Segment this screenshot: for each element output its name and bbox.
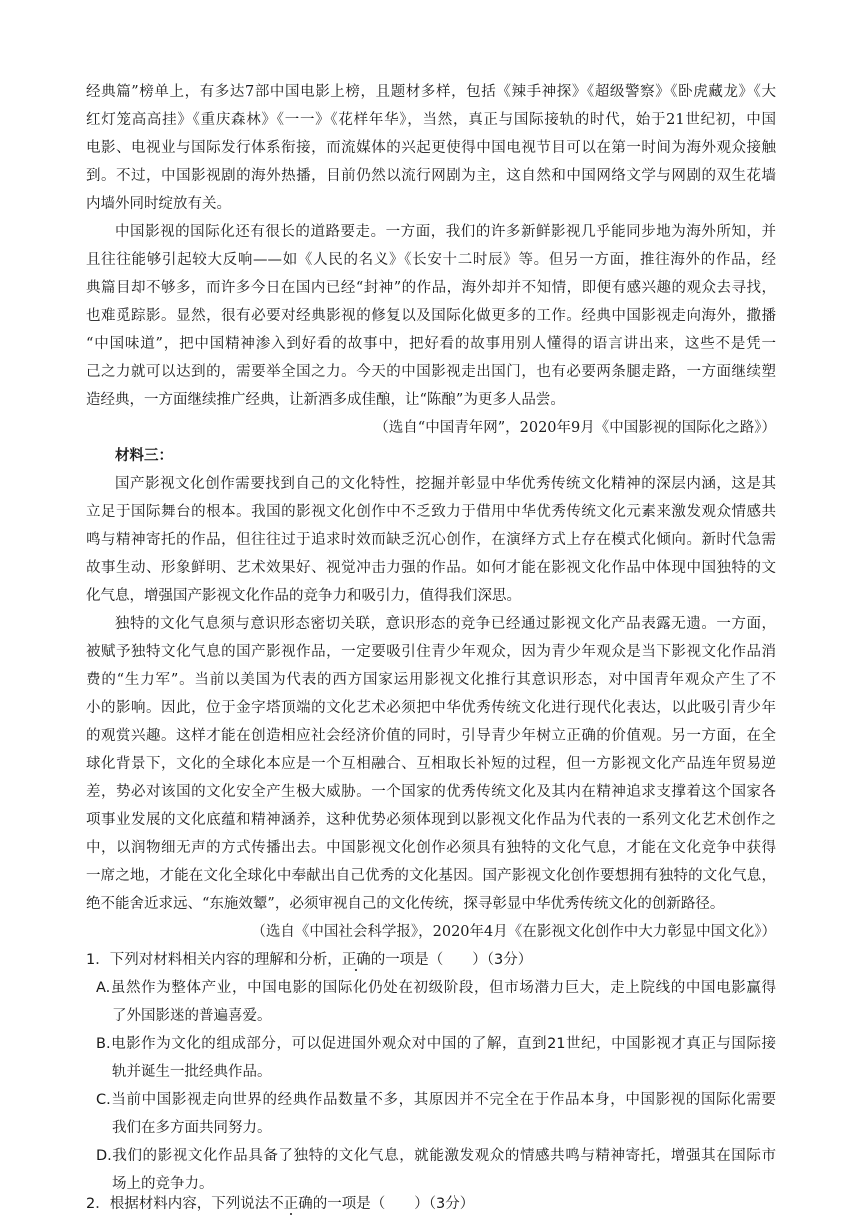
option-b[interactable]: B.电影作为文化的组成部分，可以促进国外观众对中国的了解，直到21世纪，中国影视才真正与国际接 <box>96 1036 776 1052</box>
passage-line: 己之力就可以达到的，需要举全国之力。今天的中国影视走出国门，也有必要两条腿走路，一方面继续塑 <box>86 364 776 380</box>
question-stem-text: 的一项是（ ）（3分） <box>370 952 533 968</box>
passage-line: 绝不能舍近求远、“东施效颦”，必须审视自己的文化传统，探寻彰显中华优秀传统文化的创新路径。 <box>86 896 725 912</box>
option-a[interactable]: A.虽然作为整体产业，中国电影的国际化仍处在初级阶段，但市场潜力巨大，走上院线的中国电影赢得 <box>96 980 776 996</box>
passage-line: 内墙外同时绽放有关。 <box>86 196 231 212</box>
passage-line: 一席之地，才能在文化全球化中奉献出自己优秀的文化基因。国产影视文化创作要想拥有独特的文化气息， <box>86 868 776 884</box>
passage-line: 且往往能够引起较大反响——如《人民的名义》《长安十二时辰》等。但另一方面，推往海外的作品，经 <box>86 252 776 268</box>
question-stem-text: 1．下列对材料相关内容的理解和分析， <box>86 952 342 968</box>
source-citation: （选自“中国青年网”，2020年9月《中国影视的国际化之路》） <box>374 420 776 436</box>
passage-line: 小的影响。因此，位于金字塔顶端的文化艺术必须把中华优秀传统文化进行现代化表达，以此吸引青少年 <box>86 700 776 716</box>
passage-line: 鸣与精神寄托的作品，但往往过于追求时效而缺乏沉心创作，在演绎方式上存在模式化倾向。新时代急需 <box>86 532 776 548</box>
passage-line: 到。不过，中国影视剧的海外热播，目前仍然以流行网剧为主，这自然和中国网络文学与网剧的双生花墙 <box>86 168 776 184</box>
source-citation: （选自《中国社会科学报》，2020年4月《在影视文化创作中大力彰显中国文化》） <box>251 924 776 940</box>
passage-line: “中国味道”，把中国精神渗入到好看的故事中，把好看的故事用别人懂得的语言讲出来，这些不是凭一 <box>86 336 776 352</box>
passage-line: 也难觅踪影。显然，很有必要对经典影视的修复以及国际化做更多的工作。经典中国影视走向海外，撒播 <box>86 308 776 324</box>
passage-line: 造经典，一方面继续推广经典，让新酒多成佳酿，让“陈酿”为更多人品尝。 <box>86 392 565 408</box>
passage-line: 独特的文化气息须与意识形态密切关联，意识形态的竞争已经通过影视文化产品表露无遗。一方面， <box>115 616 776 632</box>
passage-line: 经典篇”榜单上，有多达7部中国电影上榜，且题材多样，包括《辣手神探》《超级警察》《卧虎藏龙》《大 <box>86 84 776 100</box>
passage-line: 立足于国际舞台的根本。我国的影视文化创作中不乏致力于借用中华优秀传统文化元素来激发观众情感共 <box>86 504 776 520</box>
option-a-continued: 了外国影迷的普遍喜爱。 <box>112 1008 272 1024</box>
passage-line: 费的“生力军”。当前以美国为代表的西方国家运用影视文化推行其意识形态，对中国青年观众产生了不 <box>86 672 776 688</box>
option-d-continued: 场上的竞争力。 <box>112 1176 214 1192</box>
passage-line: 中国影视的国际化还有很长的道路要走。一方面，我们的许多新鲜影视几乎能同步地为海外所知，并 <box>115 224 776 240</box>
passage-line: 典篇目却不够多，而许多今日在国内已经“封神”的作品，海外却并不知情，即便有感兴趣的观众去寻找， <box>86 280 776 296</box>
passage-line: 化气息，增强国产影视文化作品的竞争力和吸引力，值得我们深思。 <box>86 588 521 604</box>
passage-line: 国产影视文化创作需要找到自己的文化特性，挖掘并彰显中华优秀传统文化精神的深层内涵，这是其 <box>115 476 776 492</box>
question-stem-text: 2．根据材料内容，下列说法 <box>86 1196 270 1212</box>
option-c-continued: 我们在多方面共同努力。 <box>112 1120 272 1136</box>
passage-line: 电影、电视业与国际发行体系衔接，而流媒体的兴起更使得中国电视节目可以在第一时间为海外观众接触 <box>86 140 776 156</box>
passage-line: 差，势必对该国的文化安全产生极大威胁。一个国家的优秀传统文化及其内在精神追求支撑着这个国家各 <box>86 784 776 800</box>
question-stem-text: 的一项是（ ）（3分） <box>312 1196 475 1212</box>
passage-line: 红灯笼高高挂》《重庆森林》《一一》《花样年华》，当然，真正与国际接轨的时代，始于21世纪初，中国 <box>86 112 776 128</box>
passage-line: 的观赏兴趣。这样才能在创造相应社会经济价值的同时，引导青少年树立正确的价值观。另一方面，在全 <box>86 728 776 744</box>
passage-line: 故事生动、形象鲜明、艺术效果好、视觉冲击力强的作品。如何才能在影视文化作品中体现中国独特的文 <box>86 560 776 576</box>
emphasis-word: 正确 <box>341 952 371 968</box>
question-2-stem <box>86 1192 776 1216</box>
option-c[interactable]: C.当前中国影视走向世界的经典作品数量不多，其原因并不完全在于作品本身，中国影视的国际化需要 <box>96 1092 776 1108</box>
option-b-continued: 轨并诞生一批经典作品。 <box>112 1064 272 1080</box>
passage-line: 中，以润物细无声的方式传播出去。中国影视文化创作必须具有独特的文化气息，才能在文化竞争中获得 <box>86 840 776 856</box>
passage-line: 球化背景下，文化的全球化本应是一个互相融合、互相取长补短的过程，但一方影视文化产品连年贸易逆 <box>86 756 776 772</box>
passage-line: 被赋予独特文化气息的国产影视作品，一定要吸引住青少年观众，因为青少年观众是当下影视文化作品消 <box>86 644 776 660</box>
question-1-stem <box>86 948 776 972</box>
passage-line: 项事业发展的文化底蕴和精神涵养，这种优势必须体现到以影视文化作品为代表的一系列文化艺术创作之 <box>86 812 776 828</box>
option-d[interactable]: D.我们的影视文化作品具备了独特的文化气息，就能激发观众的情感共鸣与精神寄托，增强其在国际市 <box>96 1148 776 1164</box>
section-heading: 材料三： <box>115 448 173 464</box>
emphasis-word: 不正确 <box>269 1196 313 1212</box>
